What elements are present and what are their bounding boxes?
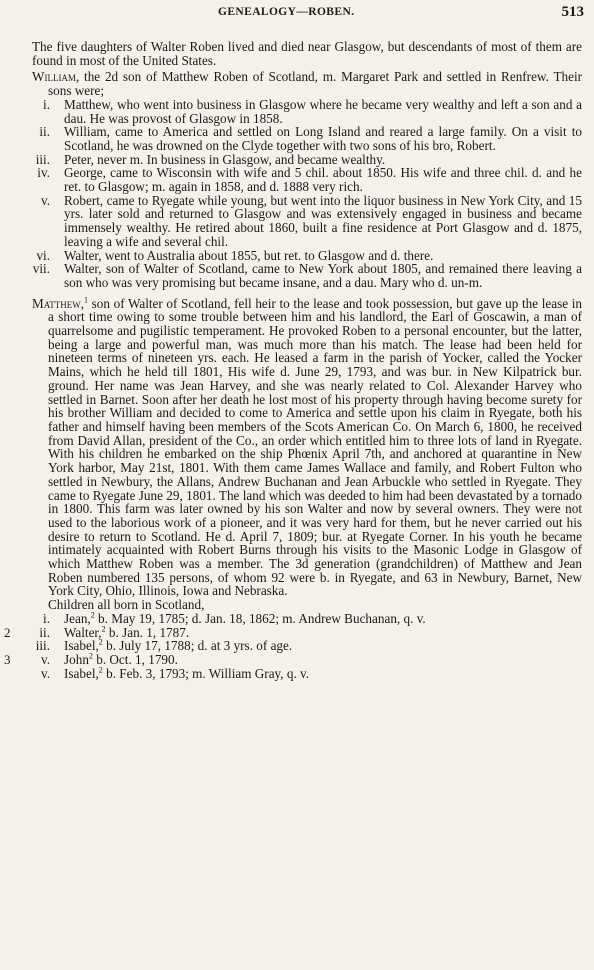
item-text: Walter, son of Walter of Scotland, came to New York about 1805, and remained there leaving a son who was very promising but became insane, and a dau. Mary who d. un-m.	[64, 261, 582, 290]
margin-number: 2	[4, 624, 11, 640]
list-item	[0, 249, 594, 263]
list-item	[0, 262, 594, 289]
intro-text: The five daughters of Walter Roben lived and died near Glasgow, but descendants of most of them are found in most of the United States.	[32, 39, 582, 68]
list-item	[0, 653, 594, 667]
item-text: b. May 19, 1785; d. Jan. 18, 1862; m. Andrew Buchanan, q. v.	[94, 610, 426, 626]
william-paragraph	[0, 70, 594, 97]
body-text	[0, 40, 594, 680]
child-name: Walter,	[64, 624, 102, 640]
page-header	[0, 4, 594, 24]
item-number: v.	[40, 651, 50, 667]
matthew-paragraph	[0, 297, 594, 598]
item-text: William, came to America and settled on Long Island and reared a large family. On a visit to Scotland, he was drowned on the Clyde together with two sons of his bro, Robert.	[64, 124, 582, 153]
generation-superscript: 2	[98, 637, 103, 647]
item-number: iii.	[35, 151, 50, 167]
children-list	[0, 612, 594, 681]
child-name: John	[64, 651, 89, 667]
children-heading-text: Children all born in Scotland,	[48, 597, 205, 613]
intro-paragraph	[0, 40, 594, 67]
item-number: ii.	[39, 624, 50, 640]
item-text: George, came to Wisconsin with wife and 5 chil. about 1850. His wife and three chil. d. and he ret. to Glasgow; m. again in 1858, and d. 1888 very rich.	[64, 165, 582, 195]
item-text: b. Feb. 3, 1793; m. William Gray, q. v.	[102, 665, 310, 681]
item-number: vi.	[36, 247, 50, 263]
list-item	[0, 98, 594, 125]
item-number: iv.	[37, 165, 50, 181]
child-name: Isabel,	[64, 665, 99, 681]
matthew-name: Matthew,	[32, 295, 85, 311]
william-text: the 2d son of Matthew Roben of Scotland, m. Margaret Park and settled in Renfrew. Their sons were;	[48, 69, 582, 99]
item-text: b. July 17, 1788; d. at 3 yrs. of age.	[102, 638, 293, 654]
generation-superscript: 1	[84, 295, 89, 305]
item-number: ii.	[39, 124, 50, 140]
page-number: 513	[561, 4, 584, 20]
child-name: Isabel,	[64, 638, 99, 654]
item-text: b. Jan. 1, 1787.	[105, 624, 190, 640]
item-number: iii.	[35, 638, 50, 654]
margin-number: 3	[4, 651, 11, 667]
children-heading	[0, 598, 594, 612]
william-sons-list	[0, 98, 594, 290]
item-text: Robert, came to Ryegate while young, but went into the liquor business in New York City, and 15 yrs. later sold and returned to Glasgow and was extensively engaged in business and became immensely wealthy. He retired about 1860, built a fine residence at Port Glasgow and d. 1875, leaving a wife and several chil.	[64, 192, 582, 249]
list-item	[0, 194, 594, 249]
item-number: v.	[40, 665, 50, 681]
item-text: Matthew, who went into business in Glasgow where he became very wealthy and left a son and a dau. He was provost of Glasgow in 1858.	[64, 96, 582, 126]
item-text: Walter, went to Australia about 1855, but ret. to Glasgow and d. there.	[64, 247, 434, 263]
generation-superscript: 2	[101, 624, 106, 634]
item-number: v.	[40, 192, 50, 208]
generation-superscript: 2	[98, 665, 103, 675]
item-number: i.	[43, 610, 50, 626]
list-item	[0, 125, 594, 152]
item-number: i.	[43, 96, 50, 112]
generation-superscript: 2	[88, 651, 93, 661]
running-title: GENEALOGY—ROBEN.	[218, 6, 355, 18]
matthew-text: son of Walter of Scotland, fell heir to the lease and took possession, but gave up the lease in a short time owing to some trouble between him and his landlord, the Earl of Goscawin, a man of quarrelsome and pugilistic temperament. He provoked Roben to a personal encounter, but the latter, being a large and powerful man, was much more than his match. The lease had been held for nineteen terms of nineteen yrs. each. He leased a farm in the parish of Yocker, called the Yocker Mains, which he held till 1801, His wife d. June 29, 1793, and was bur. in New Kilpatrick bur. ground. Her name was Jean Harvey, and she was nearly related to Col. Alexander Harvey who settled in Barnet. Soon after her death he lost most of his property through having become surety for his brother William and decided to come to America and settle upon his claim in Ryegate, both his father and himself having been members of the Scots American Co. On March 6, 1800, he received from David Allan, president of the Co., an order which entitled him to three lots of land in Ryegate. With his children he embarked on the ship Phœnix April 7th, and anchored at quarantine in New York harbor, May 21st, 1801. With them came James Wallace and family, and Robert Fulton who settled in Newbury, the Allans, Andrew Buchanan and Jean Arbuckle who settled in Ryegate. They came to Ryegate June 29, 1801. The land which was deeded to him had been devastated by a tornado in 1800. This farm was later owned by his son Walter and now by several owners. They were not used to the laborious work of a pioneer, and it was very hard for them, but he never carried out his desire to return to Scotland. He d. April 7, 1809; bur. at Ryegate Corner. In his youth he became intimately acquainted with Robert Burns through his visits to the Masonic Lodge in Glasgow of which Matthew Roben was a member. The 3d generation (grandchildren) of Matthew and Jean Roben numbered 135 persons, of whom 92 were b. in Ryegate, and 63 in Newbury, Barnet, New York City, Ohio, Illinois, Iowa and Nebraska.	[48, 295, 582, 599]
list-item	[0, 153, 594, 167]
list-item	[0, 612, 594, 626]
generation-superscript: 2	[90, 610, 95, 620]
item-text: b. Oct. 1, 1790.	[92, 651, 178, 667]
list-item	[0, 667, 594, 681]
item-number: vii.	[32, 261, 50, 277]
item-text: Peter, never m. In business in Glasgow, and became wealthy.	[64, 151, 386, 167]
william-name: William,	[32, 69, 80, 85]
child-name: Jean,	[64, 610, 91, 626]
list-item	[0, 166, 594, 193]
